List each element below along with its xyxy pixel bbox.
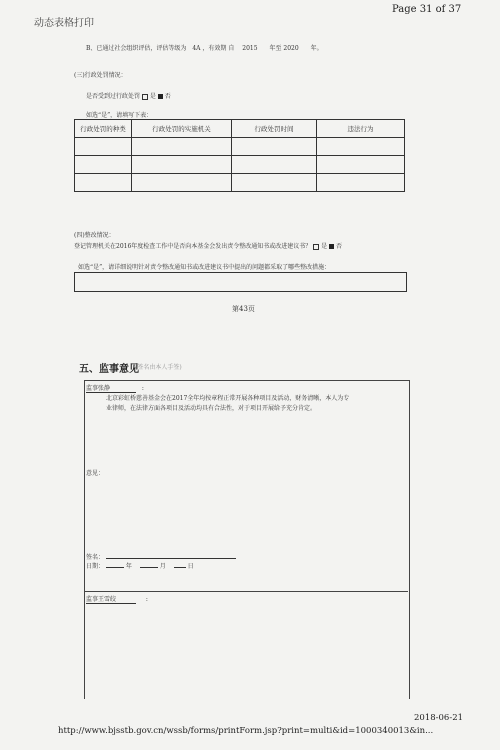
print-header-title: 动态表格打印 bbox=[34, 18, 94, 29]
opinion-line-1: 北京彩虹桥慈善基金会在2017全年均按章程正常开展各种项目及活动，财务清晰，本人为专 bbox=[106, 395, 350, 402]
table-cell[interactable] bbox=[317, 156, 405, 174]
date-row bbox=[86, 561, 194, 570]
table-cell[interactable] bbox=[132, 174, 232, 192]
page-number: 第43页 bbox=[232, 305, 255, 313]
table-row bbox=[75, 174, 405, 192]
section-4-title: (四)整改情况： bbox=[74, 232, 115, 239]
supervisor-opinion-box bbox=[84, 380, 410, 699]
penalty-no-checkbox[interactable] bbox=[158, 94, 163, 99]
evaluation-from-year: 2015 bbox=[242, 45, 258, 52]
opinion-label: 意见： bbox=[86, 470, 105, 477]
sign-label: 签名： bbox=[86, 554, 105, 561]
date-day-label: 日 bbox=[187, 563, 194, 570]
date-year-label: 年 bbox=[125, 563, 132, 570]
table-cell[interactable] bbox=[132, 138, 232, 156]
evaluation-to-label: 年至 bbox=[269, 45, 282, 52]
penalty-col-type: 行政处罚的种类 bbox=[75, 120, 132, 138]
section-3-title: (三)行政处罚情况： bbox=[74, 72, 127, 79]
rectification-answer-box[interactable] bbox=[74, 272, 407, 292]
penalty-table bbox=[74, 119, 405, 192]
table-row bbox=[75, 138, 405, 156]
table-cell[interactable] bbox=[132, 156, 232, 174]
penalty-question: 是否受到过行政处罚 bbox=[86, 93, 141, 100]
evaluation-to-year: 2020 bbox=[283, 45, 299, 52]
evaluation-year-suffix: 年。 bbox=[310, 45, 323, 52]
signature-line[interactable] bbox=[106, 558, 236, 559]
supervisor-2-label: 监事王雪皎 bbox=[86, 594, 136, 604]
table-cell[interactable] bbox=[232, 174, 317, 192]
rectification-yes-label: 是 bbox=[321, 243, 328, 250]
penalty-table-header bbox=[75, 120, 405, 138]
opinion-line-2: 业律师，在法律方面各项目及活动均具有合法性，对于项目开展给予充分肯定。 bbox=[106, 405, 317, 412]
rectification-yes-checkbox[interactable] bbox=[313, 244, 319, 250]
date-month-field[interactable] bbox=[140, 567, 158, 568]
table-cell[interactable] bbox=[75, 156, 132, 174]
supervisor-2-label-row: 监事王雪皎 : bbox=[86, 596, 148, 603]
evaluation-grade: 4A bbox=[192, 45, 201, 52]
penalty-no-label: 否 bbox=[164, 93, 171, 100]
date-month-label: 月 bbox=[159, 563, 166, 570]
rectification-instruction: 如选“是”，请详细说明针对责令整改通知书或改进建议书中提出的问题都采取了哪些整改措施： bbox=[78, 264, 331, 271]
penalty-col-violation: 违法行为 bbox=[317, 120, 405, 138]
table-row bbox=[75, 156, 405, 174]
penalty-col-authority: 行政处罚的实施机关 bbox=[132, 120, 232, 138]
rectification-question: 登记管理机关在2016年度检查工作中是否向本基金会发出责令整改通知书或改进建议书？ bbox=[74, 243, 312, 250]
supervisor-1-label: 监事张静 bbox=[86, 383, 136, 393]
penalty-col-time: 行政处罚时间 bbox=[232, 120, 317, 138]
table-cell[interactable] bbox=[232, 138, 317, 156]
date-year-field[interactable] bbox=[106, 567, 124, 568]
table-cell[interactable] bbox=[232, 156, 317, 174]
print-url[interactable]: http://www.bjsstb.gov.cn/wssb/forms/printForm.jsp?print=multi&id=1000340013&in... bbox=[58, 726, 434, 736]
supervisor-section-title: 五、监事意见 bbox=[79, 364, 139, 375]
sign-row bbox=[86, 552, 236, 561]
evaluation-label: B、已通过社会组织评估，评估等级为 bbox=[86, 45, 187, 52]
table-cell[interactable] bbox=[317, 138, 405, 156]
date-label: 日期： bbox=[86, 563, 105, 570]
rectification-question-row bbox=[74, 241, 342, 250]
penalty-question-row bbox=[86, 91, 171, 100]
rectification-no-checkbox[interactable] bbox=[329, 244, 334, 249]
table-cell[interactable] bbox=[75, 138, 132, 156]
penalty-yes-checkbox[interactable] bbox=[142, 94, 148, 100]
signature-note: (签名由本人手签) bbox=[135, 364, 182, 371]
table-cell[interactable] bbox=[317, 174, 405, 192]
penalty-instruction: 如选“是”，请填写下表： bbox=[86, 112, 153, 119]
supervisor-1-label-row: 监事张静 : bbox=[86, 385, 144, 392]
print-date: 2018-06-21 bbox=[414, 713, 464, 723]
rectification-no-label: 否 bbox=[335, 243, 342, 250]
supervisor-divider bbox=[84, 591, 408, 592]
evaluation-line bbox=[86, 43, 323, 52]
page-indicator: Page 31 of 37 bbox=[392, 4, 462, 15]
evaluation-valid-label: ，有效期 自 bbox=[202, 45, 235, 52]
table-cell[interactable] bbox=[75, 174, 132, 192]
penalty-yes-label: 是 bbox=[149, 93, 156, 100]
date-day-field[interactable] bbox=[174, 567, 186, 568]
